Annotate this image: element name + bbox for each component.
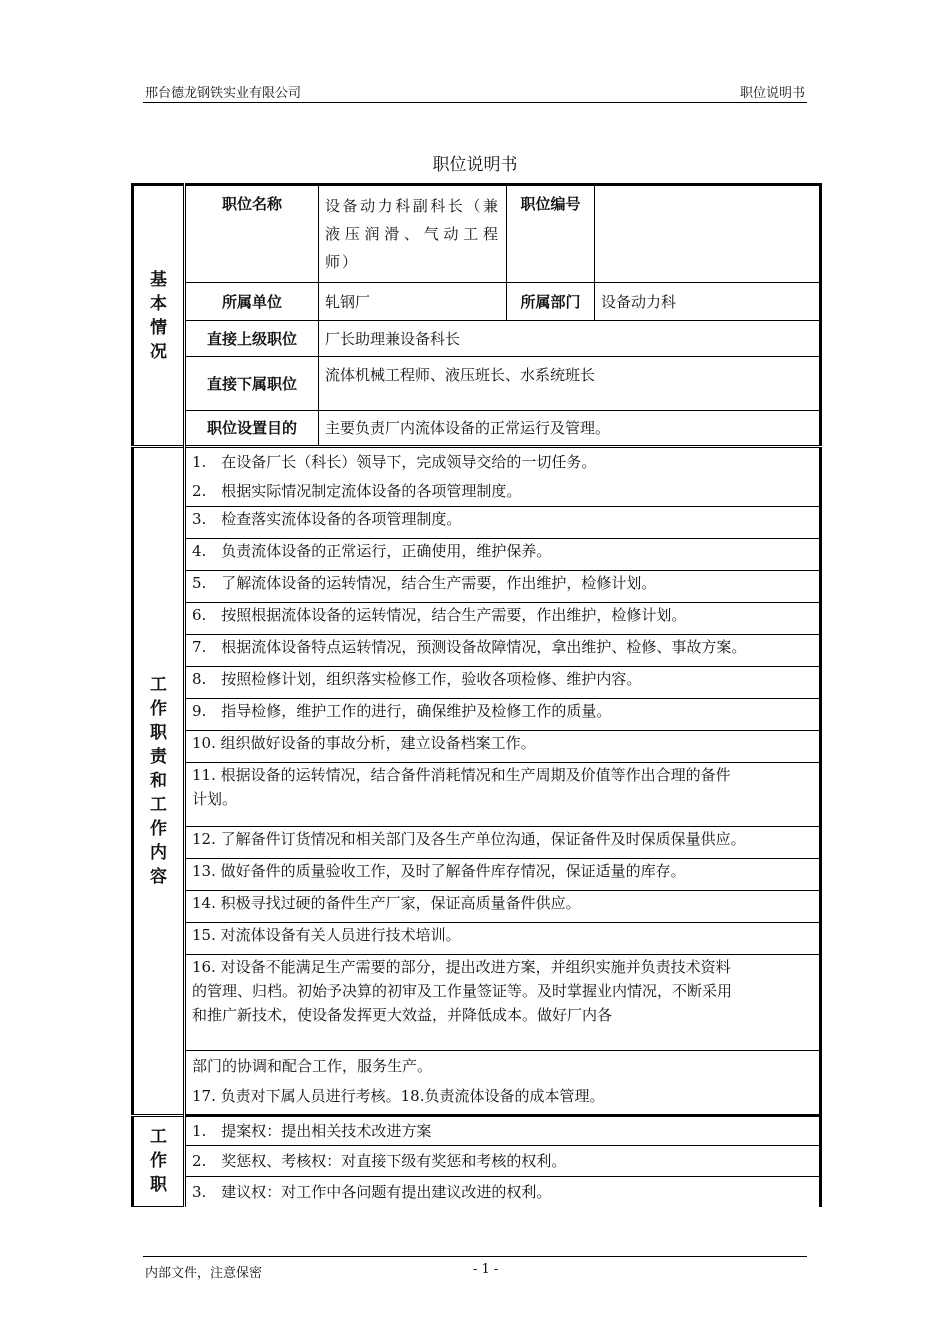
department-value: 设备动力科 — [595, 283, 821, 321]
section-basic: 基 本 情 况 — [133, 185, 185, 447]
subordinate-value: 流体机械工程师、液压班长、水系统班长 — [319, 357, 821, 411]
duty-item-9: 9. 指导检修，维护工作的进行，确保维护及检修工作的质量。 — [185, 699, 821, 731]
duty-item-4: 4. 负责流体设备的正常运行，正确使用，维护保养。 — [185, 539, 821, 571]
right-item-2: 2. 奖惩权、考核权：对直接下级有奖惩和考核的权利。 — [185, 1145, 821, 1176]
duty-item-16-cont: 部门的协调和配合工作，服务生产。 — [185, 1051, 821, 1082]
duty-item-13: 13. 做好备件的质量验收工作，及时了解备件库存情况，保证适量的库存。 — [185, 859, 821, 891]
page-footer — [143, 1256, 807, 1281]
position-code-label: 职位编号 — [507, 185, 595, 283]
section-rights: 工 作 职 — [133, 1115, 185, 1207]
duty-item-17-18: 17. 负责对下属人员进行考核。18.负责流体设备的成本管理。 — [185, 1081, 821, 1115]
duty-item-6: 6. 按照根据流体设备的运转情况，结合生产需要，作出维护，检修计划。 — [185, 603, 821, 635]
unit-value: 轧钢厂 — [319, 283, 507, 321]
job-description-table — [131, 183, 822, 1207]
page-header — [143, 82, 807, 103]
duty-item-15: 15. 对流体设备有关人员进行技术培训。 — [185, 923, 821, 955]
duty-item-8: 8. 按照检修计划，组织落实检修工作，验收各项检修、维护内容。 — [185, 667, 821, 699]
duty-item-5: 5. 了解流体设备的运转情况，结合生产需要，作出维护，检修计划。 — [185, 571, 821, 603]
duty-item-16: 16. 对设备不能满足生产需要的部分，提出改进方案，并组织实施并负责技术资料 的管理、归档。初始予决算的初审及工作量签证等。及时掌握业内情况，不断采用 和推广新技术，使设备发挥更大效益，并降低成本。做好厂内各 — [185, 955, 821, 1051]
duty-item-10: 10. 组织做好设备的事故分析，建立设备档案工作。 — [185, 731, 821, 763]
right-item-3: 3. 建议权：对工作中各问题有提出建议改进的权利。 — [185, 1176, 821, 1207]
position-code-value — [595, 185, 821, 283]
superior-label: 直接上级职位 — [185, 321, 319, 357]
duty-item-11: 11. 根据设备的运转情况，结合备件消耗情况和生产周期及价值等作出合理的备件 计划。 — [185, 763, 821, 827]
confidential-note: 内部文件，注意保密 — [145, 1266, 263, 1281]
duty-item-2: 2. 根据实际情况制定流体设备的各项管理制度。 — [185, 476, 821, 507]
position-name-label: 职位名称 — [185, 185, 319, 283]
purpose-value: 主要负责厂内流体设备的正常运行及管理。 — [319, 411, 821, 447]
page-title: 职位说明书 — [432, 155, 518, 175]
unit-label: 所属单位 — [185, 283, 319, 321]
right-item-1: 1. 提案权：提出相关技术改进方案 — [185, 1115, 821, 1145]
section-duties: 工 作 职 责 和 工 作 内 容 — [133, 447, 185, 1116]
subordinate-label: 直接下属职位 — [185, 357, 319, 411]
page-number: - 1 - — [473, 1262, 499, 1277]
position-name-value: 设备动力科副科长（兼液压润滑、气动工程师） — [319, 185, 507, 283]
doc-type: 职位说明书 — [739, 86, 805, 101]
company-name: 邢台德龙钢铁实业有限公司 — [145, 86, 302, 101]
duty-item-1: 1. 在设备厂长（科长）领导下，完成领导交给的一切任务。 — [185, 447, 821, 477]
superior-value: 厂长助理兼设备科长 — [319, 321, 821, 357]
purpose-label: 职位设置目的 — [185, 411, 319, 447]
department-label: 所属部门 — [507, 283, 595, 321]
duty-item-14: 14. 积极寻找过硬的备件生产厂家，保证高质量备件供应。 — [185, 891, 821, 923]
duty-item-7: 7. 根据流体设备特点运转情况，预测设备故障情况，拿出维护、检修、事故方案。 — [185, 635, 821, 667]
duty-item-3: 3. 检查落实流体设备的各项管理制度。 — [185, 507, 821, 539]
duty-item-12: 12. 了解备件订货情况和相关部门及各生产单位沟通，保证备件及时保质保量供应。 — [185, 827, 821, 859]
